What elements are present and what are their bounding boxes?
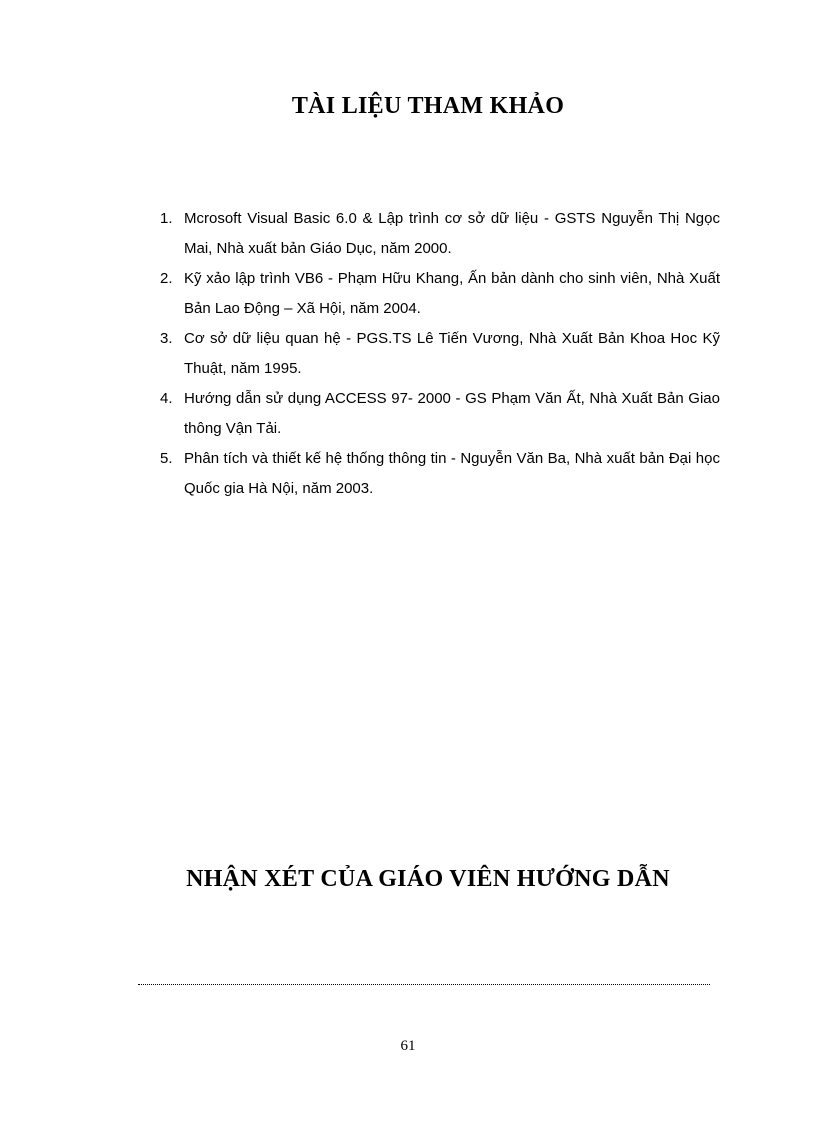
references-title: TÀI LIỆU THAM KHẢO [291,93,565,119]
reference-number: 4. [160,390,173,407]
reference-text: Hướng dẫn sử dụng ACCESS 97- 2000 - GS Phạm Văn Ất, Nhà Xuất Bản Giao thông Vận Tải. [184,390,720,437]
reference-number: 2. [160,270,173,287]
reference-number: 3. [160,330,173,347]
reference-item [160,444,720,504]
reference-text: Mcrosoft Visual Basic 6.0 & Lập trình cơ sở dữ liệu - GSTS Nguyễn Thị Ngọc Mai, Nhà xuất bản Giáo Dục, năm 2000. [184,210,720,257]
reference-number: 5. [160,450,173,467]
comment-title: NHẬN XÉT CỦA GIÁO VIÊN HƯỚNG DẪN [186,866,670,892]
reference-item [160,204,720,264]
comment-dotted-line [138,984,710,985]
reference-list [160,204,720,504]
reference-text: Kỹ xảo lập trình VB6 - Phạm Hữu Khang, Ấn bản dành cho sinh viên, Nhà Xuất Bản Lao Động – Xã Hội, năm 2004. [184,270,720,317]
reference-text: Cơ sở dữ liệu quan hệ - PGS.TS Lê Tiến Vương, Nhà Xuất Bản Khoa Hoc Kỹ Thuật, năm 1995. [184,330,720,377]
reference-item [160,264,720,324]
reference-text: Phân tích và thiết kế hệ thống thông tin - Nguyễn Văn Ba, Nhà xuất bản Đại học Quốc gia Hà Nội, năm 2003. [184,450,720,497]
reference-number: 1. [160,210,173,227]
reference-item [160,324,720,384]
page-number: 61 [400,1038,416,1054]
reference-item [160,384,720,444]
